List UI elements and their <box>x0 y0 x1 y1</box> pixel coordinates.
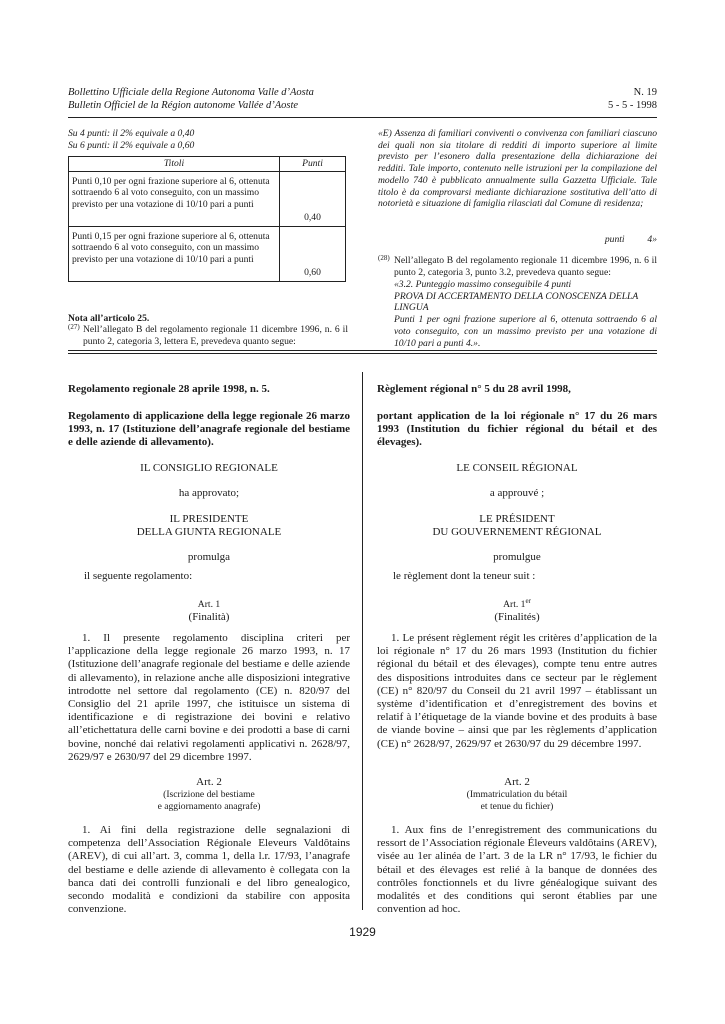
bulletin-title-it: Bollettino Ufficiale della Regione Autonoma Valle d’Aosta <box>68 87 314 98</box>
table-cell-points: 0,40 <box>279 171 345 226</box>
quote-32-line3: Punti 1 per ogni frazione superiore al 6, ottenuta sottraendo 6 al voto conseguito, con un massimo previsto per una votazione di 10/10 pari a punti 4.». <box>394 314 657 349</box>
right-president <box>377 513 657 539</box>
right-art1-sub: (Finalités) <box>494 611 540 623</box>
left-art1-text: 1. Il presente regolamento disciplina criteri per l’applicazione della legge regionale 26 marzo 1993, n. 17 (Istituzione dell’anagrafe regionale del bestiame e delle aziende di allevamento), in relazione anche alle disposizioni integrative introdotte nel settore dal regolamento (CE) n. 820/97 del Consiglio del 21 aprile 1997, che istituisce un sistema di identificazione e di registrazione dei bovini e relativo all’etichettatura delle carni bovine e dei prodotti a base di carni bovine, nonché dai relativi regolamenti applicativi n. 2628/97, 2629/97 e 2630/97 del 29 dicembre 1997. <box>68 632 350 763</box>
section-rule-top <box>68 350 657 351</box>
points-table <box>68 156 346 282</box>
left-title: Regolamento regionale 28 aprile 1998, n. 5. <box>68 383 270 395</box>
table-cell-title: Punti 0,15 per ogni frazione superiore al 6, ottenuta sottraendo 6 al voto conseguito, con un massimo previsto per una votazione di 10/10 pari a punti <box>69 226 280 281</box>
left-art1-sub: (Finalità) <box>188 611 230 623</box>
punti-label: punti <box>604 234 625 245</box>
right-approuve: a approuvé ; <box>489 487 545 499</box>
issue-date: 5 - 5 - 1998 <box>608 100 657 111</box>
points-notes <box>68 128 348 151</box>
right-subtitle: portant application de la loi régionale n° 17 du 26 mars 1993 (Institution du fichier régional du bétail et des élevages). <box>377 410 657 449</box>
right-art2-sub-2: et tenue du fichier) <box>480 801 554 813</box>
right-art1-sup: er <box>525 596 531 605</box>
right-art1-text: 1. Le présent règlement régit les critères d’application de la loi régionale n° 17 du 26 mars 1993 (Institution du fichier régional du bétail et des élevages), compte tenu entre autres des dispositions introduites dans ce secteur par le règlement (CE) n° 820/97 du Conseil du 21 avril 1997 – établissant un système d’identification et d’enregistrement des bovins et relatif à l’étiquetage de la viande bovine et des produits à base de viande bovine – ainsi que par les règlements d’application (CE) n° 2628/97, 2629/97 et 2630/97 du 29 décembre 1997. <box>377 632 657 750</box>
table-cell-title: Punti 0,10 per ogni frazione superiore al 6, ottenuta sottraendo 6 al voto conseguito, con un massimo previsto per una votazione di 10/10 pari a punti <box>69 171 280 226</box>
col-punti-header: Punti <box>279 157 345 172</box>
right-art2-sub <box>377 789 657 813</box>
left-consiglio: IL CONSIGLIO REGIONALE <box>140 462 278 474</box>
left-subtitle: Regolamento di applicazione della legge regionale 26 marzo 1993, n. 17 (Istituzione dell’anagrafe regionale del bestiame e delle aziende di allevamento). <box>68 410 350 449</box>
page-number: 1929 <box>349 925 376 939</box>
issue-number: N. 19 <box>633 87 657 98</box>
note28-sup-mark: (28) <box>378 253 390 262</box>
nota-text: Nell’allegato B del regolamento regionale 11 dicembre 1996, n. 6 il punto 2, categoria 3, lettera E, prevedeva quanto segue: <box>83 324 348 347</box>
note28-text: Nell’allegato B del regolamento regionale 11 dicembre 1996, n. 6 il punto 2, categoria 3, punto 3.2, prevedeva quanto segue: <box>394 255 657 278</box>
note28-sup <box>378 253 390 268</box>
quote-32 <box>394 279 657 349</box>
left-art2-sub-2: e aggiornamento anagrafe) <box>157 801 261 813</box>
quote-e: «E) Assenza di familiari conviventi o convivenza con familiari ciascuno dei quali non sia titolare di redditi di importo superiore al limite previsto per l’esonero dalla presentazione della dichiarazione dei redditi. Tale importo, contenuto nelle istruzioni per la compilazione del modello 740 è pubblicato annualmente sulla Gazzetta Ufficiale. Tale titolo è da comprovarsi mediante dichiarazione sostitutiva dell’atto di notorietà e situazione di famiglia rilasciati dal Comune di residenza; <box>378 128 657 210</box>
nota-sup-mark: (27) <box>68 322 80 331</box>
table-row <box>69 226 346 281</box>
points-note-4: Su 4 punti: il 2% equivale a 0,40 <box>68 128 195 139</box>
right-promulgue: promulgue <box>493 551 541 563</box>
quote-e-points <box>378 234 657 246</box>
left-presidente <box>68 513 350 539</box>
nota-sup <box>68 322 80 337</box>
left-art2: Art. 2 <box>196 776 222 788</box>
left-art1: Art. 1 <box>197 599 221 610</box>
left-presidente-1: IL PRESIDENTE <box>169 513 249 525</box>
left-promulga: promulga <box>187 551 231 563</box>
right-art2: Art. 2 <box>504 776 530 788</box>
col-titoli-header: Titoli <box>69 157 280 172</box>
right-art2-text: 1. Aux fins de l’enregistrement des communications du ressort de l’Association régionale Éleveurs valdôtains (AREV), visée au 1er alinéa de l’art. 3 de la LR n° 17/93, le fichier du bétail et des élevages est relié à la banque de données des contrôles fonctionnels et du livre généalogique suivant des modalités et des conditions qui seront établies par une convention ad hoc. <box>377 824 657 916</box>
right-title: Règlement régional n° 5 du 28 avril 1998, <box>377 383 571 395</box>
right-reglement: le règlement dont la teneur suit : <box>393 570 536 582</box>
quote-32-line2: PROVA DI ACCERTAMENTO DELLA CONOSCENZA DELLA LINGUA <box>394 290 639 314</box>
table-cell-points: 0,60 <box>279 226 345 281</box>
left-art2-sub-1: (Iscrizione del bestiame <box>163 789 255 800</box>
column-divider <box>362 372 363 910</box>
left-art2-sub <box>68 789 350 813</box>
quote-32-line1: «3.2. Punteggio massimo conseguibile 4 punti <box>394 279 572 290</box>
bulletin-title-fr: Bulletin Officiel de la Région autonome Vallée d’Aoste <box>68 100 299 111</box>
left-presidente-2: DELLA GIUNTA REGIONALE <box>136 526 282 539</box>
header-rule <box>68 117 657 118</box>
left-seguente: il seguente regolamento: <box>84 570 193 582</box>
issue-info <box>540 86 657 112</box>
nota-title: Nota all’articolo 25. <box>68 313 150 324</box>
left-art2-text: 1. Ai fini della registrazione delle segnalazioni di competenza dell’Association Régionale Eleveurs Valdôtains (AREV), di cui all’art. 3, comma 1, della l.r. 17/93, l’anagrafe del bestiame e delle aziende di allevamento è collegata con la banca dati dei controlli funzionali e del libro genealogico, secondo modalità e condizioni da stabilire con apposita convenzione. <box>68 824 350 916</box>
bulletin-title <box>68 86 468 112</box>
punti-value: 4» <box>647 234 657 245</box>
left-approvato: ha approvato; <box>178 487 240 499</box>
right-art2-sub-1: (Immatriculation du bétail <box>466 789 568 800</box>
right-art1 <box>377 598 657 611</box>
section-rule-bottom <box>68 353 657 354</box>
points-note-6: Su 6 punti: il 2% equivale a 0,60 <box>68 139 195 151</box>
right-president-1: LE PRÉSIDENT <box>479 513 555 525</box>
table-row <box>69 171 346 226</box>
right-conseil: LE CONSEIL RÉGIONAL <box>456 462 578 474</box>
right-president-2: DU GOUVERNEMENT RÉGIONAL <box>432 526 602 539</box>
right-art1-label: Art. 1 <box>503 599 526 610</box>
